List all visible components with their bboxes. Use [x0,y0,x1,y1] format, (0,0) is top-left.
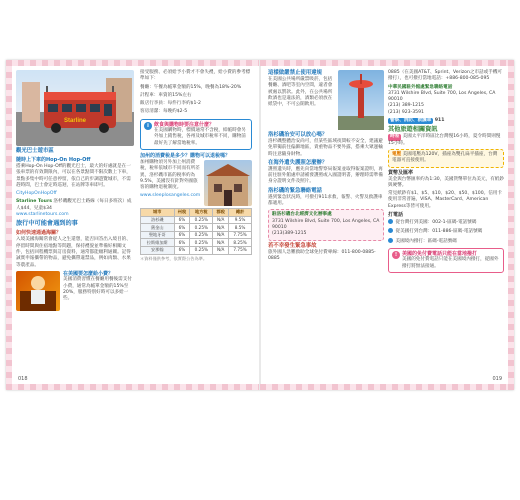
table-cell: N/A [213,246,229,254]
right-page [260,60,514,390]
table-cell: N/A [213,239,229,247]
tax-link[interactable]: www.sleeplosangeles.com [140,193,201,199]
tollfree-body: 美國的免付費電話只能在美國境內撥打，從國外撥打將無法接通。 [402,257,499,269]
shopping-callout-text [154,122,248,147]
table-cell: 0.25% [190,224,213,232]
passport-body: 護照遺失時，應先向當地警察局報案並取得報案證明，再前往駐外館處申請補發護照或入國證明書，辦理時需準備身分證明文件及照片。 [268,166,383,185]
safety-body: 洛杉磯整體治安尚可，但某些區域夜間較不安全，建議避免單獨前往偏僻地區，貴重物品不要外露，搭乘大眾運輸時注意隨身財物。 [268,139,383,157]
emergency-number-title: 洛杉磯的緊急聯絡電話 [268,187,322,194]
table-row [141,216,252,224]
call-line-1 [388,219,504,226]
rules-body: 在美國公共場所嚴禁吸菸，包括餐廳、酒吧等室內空間，違者會被處以罰款。此外，在公共場所飲酒也是違法的，酒類必須放在紙袋中，不可公開飲用。 [268,77,333,108]
table-cell: N/A [213,231,229,239]
info-icon: i [144,122,152,130]
tax-header-state: 州稅 [174,208,190,216]
table-cell: 0.25% [190,246,213,254]
tax-question-title: 加州的消費稅是多少？購物可以退稅嗎？ [140,152,231,159]
tip-intro: 接受服務、必須給予小費才不會失禮，給小費的參考標準如下： [140,70,251,82]
passport-title: 在海外遺失護照怎麼辦？ [268,159,328,166]
customs-body: 入境美國海關常會從人之生還想，能否回答出入境目的、停留時間與住宿地點等問題，保持禮貌並準備好相關文件，包括回程機票與訂房資料，通常都能順利通關。記得誠實申報攜帶的物品，避免攜帶違禁品，例如肉類、水果等農產品。 [16,237,131,268]
other-info-title: 其他旅遊相關資訊 [388,126,438,134]
office-block [388,85,504,116]
tax-row [140,160,252,206]
tollfree-callout [388,248,504,273]
emergency-body: 旅外國人急難救助全球免付費專線：011-800-0885-0885 [268,249,376,261]
table-cell: 6% [174,224,190,232]
company-block [16,199,134,218]
left-column-1 [16,70,134,311]
office-head: 中華民國駐外館處緊急聯絡電話 [388,84,453,90]
office-emergency: (213) 923-3591 [388,109,424,115]
right-column-2 [388,70,504,276]
police-label: 警察、消防、救護車 [390,118,432,124]
call-line-3-text: 美國境內撥打：區碼-電話號碼 [395,238,457,244]
table-cell: 0.25% [190,216,213,224]
table-cell: 洛杉磯 [141,216,175,224]
table-cell: 6% [174,246,190,254]
call-line-2-text: 從美國打到台灣：011-886-區碼-電話號碼 [395,229,483,235]
shopping-callout-title: 飲食與購物時要注意什麼？ [154,121,215,128]
company-label: Starline Tours [16,199,52,205]
table-cell: 拉斯維加斯 [141,239,175,247]
top-border [260,60,514,66]
restaurant-photo [16,271,60,311]
safety-title: 洛杉磯治安可以放心嗎？ [268,132,328,138]
tax-footnote: ＊資料僅供參考，依實際公告為準。 [140,255,208,261]
power-box [388,149,504,168]
table-cell: 0.25% [190,231,213,239]
tip-badge-body: 美國消費習慣在餐廳用餐後需支付小費，通常為帳單金額的15%至20%，服務特別好時可以多給一些。 [63,277,132,302]
table-cell: 0.25% [190,239,213,247]
phone-icon [388,219,393,224]
right-column-1 [268,70,384,264]
police-number: 911 [434,118,445,124]
tax-header-local: 地方稅 [190,208,213,216]
tax-header-city: 城市 [141,208,175,216]
landmark-row [268,70,384,130]
tax-table-head [141,208,252,216]
mall-photo [204,160,252,206]
table-cell: N/A [213,216,229,224]
landmark-text [268,70,335,130]
call-line-1-text: 從台灣打到美國：002-1-區碼-電話號碼 [395,220,477,226]
table-cell: 6% [174,231,190,239]
time-body: 美國太平洋時區比台灣慢16小時，夏令時間則慢15小時。 [388,134,501,146]
svg-text:Starline: Starline [64,118,87,124]
table-cell: 舊金山 [141,224,175,232]
tollfree-callout-inner [392,251,500,270]
tip-line-1: 餐廳：午餐為帳單金額的15%，晚餐為18%-20% [140,84,242,90]
table-row [141,231,252,239]
rules-title: 這樣做嚴禁止使用違規 [268,70,322,76]
restaurant-illustration [16,271,60,311]
tip-badge-title: 在美國要怎麼給小費？ [63,270,114,277]
company-info: 洛杉磯觀光巴士路線（每日多班次）成人$44，兒童$34 [16,199,132,211]
bus-illustration [16,70,134,146]
table-cell: 7.75% [229,246,252,254]
mall-illustration [204,160,252,206]
table-row [141,224,252,232]
money-body-2: 常見紙鈔有$1、$5、$10、$20、$50、$100。信用卡使用非常普遍，VISA、MasterCard、American Express等皆可使用。 [388,191,502,209]
magazine-spread [6,60,514,390]
customs-subtitle: 如何快速通過海關？ [16,230,62,237]
tower-photo [338,70,384,130]
tip-line-2: 計程車：車資的15%左右 [140,92,192,98]
hop-link[interactable] [16,191,134,197]
phone-lines: 0885（在美國AT&T、Sprint、Verizon之市話或手機可撥打），也可撥打當地電話：+886-800-085-095 [388,70,503,82]
consulate-box [268,209,384,240]
tax-table-header-row [141,208,252,216]
emergency-title: 若不幸發生緊急事故 [268,242,317,249]
police-line [388,118,504,124]
phone-icon [388,228,393,233]
tour-bus-photo [16,70,134,146]
shopping-callout-inner [144,122,248,147]
right-border [508,60,514,390]
tollfree-callout-text [402,251,500,270]
call-line-3 [388,238,504,245]
hop-body: 搭乘Hop-On Hop-Off的觀光巴士，最大的好處就是在一張車票的有效期限內，可以在各景點間不限次數上下車，景點多集中時可任意停留，依自己的步調遊覽城市，不需趕時間，巴士會定時巡迴，在站牌等車即可。 [16,164,131,188]
table-cell: 聖地牙哥 [141,231,175,239]
tip-line-3: 飯店行李員：每件行李約$1-2 [140,101,201,107]
photo-caption: 觀光巴士遊市區 [16,148,54,154]
left-page-number: 018 [18,376,28,382]
table-row [141,239,252,247]
table-row [141,246,252,254]
tip-badge-row [16,271,134,311]
shopping-callout-body: 在美國購物時，標價通常不含稅，結帳時會另外加上銷售稅，各州及城市稅率不同，購物前最好先了解當地稅率。 [154,128,246,146]
shopping-callout [140,119,252,150]
left-border [6,60,12,390]
consulate-head: 駐洛杉磯台北經濟文化辦事處 [272,212,332,218]
alert-icon: ! [392,251,400,259]
time-label: 時差 [390,134,400,140]
tax-body: 加州購物須另外加上州消費稅，稅率依城市不同而有所差異，洛杉磯市區的稅率約為9.5%，美國沒有針對外國旅客的購物退稅制度。 [140,159,200,191]
emergency-number-body: 遇到緊急狀況時，可撥打911求救，報警、火警及救護車都適用。 [268,194,383,207]
tax-text [140,160,201,206]
top-border [6,60,260,66]
hop-link-text[interactable]: CityHopOnHopOff [16,191,57,197]
hop-title: 隨時上下車的Hop-On Hop-Off [16,157,91,163]
consulate-phone: (213)389-1215 [272,231,307,237]
tax-table-body [141,216,252,254]
tax-header-total: 總計 [229,208,252,216]
office-address: 3731 Wilshire Blvd, Suite 700, Los Angeles, CA 90010 [388,90,496,103]
right-page-number: 019 [492,376,502,382]
company-url[interactable]: www.starlinetours.com [16,212,69,218]
consulate-address: 3731 Wilshire Blvd, Suite 700, Los Angeles, CA 90010 [272,218,380,230]
tower-illustration [338,70,384,130]
table-cell: 8.5% [229,224,252,232]
table-cell: 8.25% [229,239,252,247]
table-cell: 6% [174,216,190,224]
time-block [388,134,504,147]
table-cell: 6% [174,239,190,247]
tax-table [140,208,252,255]
power-body: 美國電壓為120V，插座為雙孔扁平插座，台灣電器可直接使用。 [392,151,498,164]
travel-section-title: 旅行中可能會遇到的事 [16,220,78,228]
table-cell: 9.5% [229,216,252,224]
bottom-border [260,384,514,390]
office-phone: (213) 389-1215 [388,103,424,109]
left-page [6,60,260,390]
bottom-border [6,384,260,390]
tollfree-title: 美國的免付費電話只能在當地撥打 [402,250,478,257]
phone-icon [388,238,393,243]
tip-badge-text [63,271,134,311]
tip-line-4: 客房清潔：每晚約$2-5 [140,109,188,115]
left-column-2 [140,70,252,262]
power-label: 電壓 [392,151,402,157]
table-cell: 安那翰 [141,246,175,254]
money-body: 美金與台幣匯率約為1:30，美國貨幣單位為美元，有紙鈔與硬幣。 [388,176,504,188]
table-cell: N/A [213,224,229,232]
tax-header-county: 郡稅 [213,208,229,216]
call-line-2 [388,228,504,235]
money-title: 貨幣及匯率 [388,169,414,176]
table-cell: 7.75% [229,231,252,239]
call-title: 打電話 [388,212,404,219]
